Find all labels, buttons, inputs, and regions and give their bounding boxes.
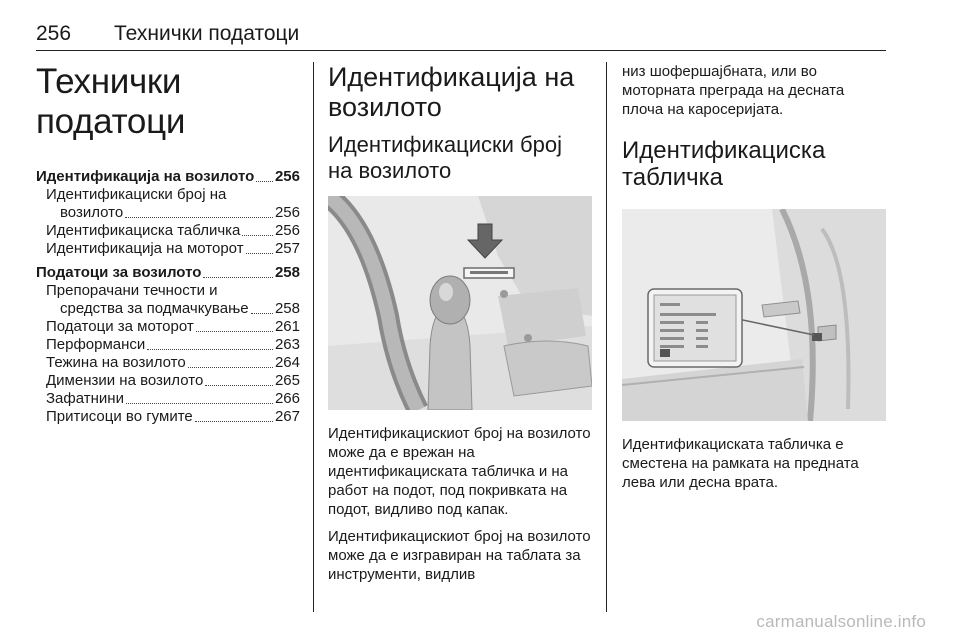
toc-entry — [36, 186, 300, 204]
running-title: Технички податоци — [114, 22, 300, 45]
toc-leader-dots — [251, 313, 273, 314]
continued-paragraph: низ шофершајбната, или во моторната преграда на десната плоча на каросеријата. — [622, 63, 845, 118]
toc-leader-dots — [203, 277, 273, 278]
toc-entry-text: Идентификациски број на — [46, 186, 227, 203]
toc-entry — [36, 222, 300, 240]
toc-entry-page: 258 — [274, 264, 300, 281]
column-divider — [606, 62, 607, 612]
toc-leader-dots — [195, 421, 273, 422]
vin-location-illustration — [328, 196, 592, 410]
toc-entry-text: Зафатнини — [46, 390, 124, 407]
toc-entry-text: Податоци за возилото — [36, 264, 202, 281]
toc-leader-dots — [188, 367, 273, 368]
toc-entry-page: 267 — [274, 408, 300, 425]
toc-entry — [36, 336, 300, 354]
toc-leader-dots — [196, 331, 273, 332]
toc-entry-page: 263 — [274, 336, 300, 353]
toc-leader-dots — [125, 217, 273, 218]
toc-entry-page: 256 — [274, 204, 300, 221]
toc-entry-page: 256 — [274, 168, 300, 185]
toc-entry-text: Препорачани течности и — [46, 282, 218, 299]
watermark: carmanualsonline.info — [756, 612, 926, 631]
toc-entry-page: 256 — [274, 222, 300, 239]
toc-section-entry — [36, 168, 300, 186]
toc-leader-dots — [242, 235, 273, 236]
toc-entry — [36, 408, 300, 426]
toc-entry-page: 257 — [274, 240, 300, 257]
page-number: 256 — [36, 22, 72, 45]
section-heading: Идентификација на возилото — [328, 62, 575, 122]
vin-paragraph-2: Идентификацискиот број на возилото може да е изгравиран на таблата за инструменти, видлив — [328, 528, 591, 583]
toc-leader-dots — [126, 403, 273, 404]
toc-entry-page: 266 — [274, 390, 300, 407]
toc-entry-text: Димензии на возилото — [46, 372, 204, 389]
vin-paragraph-1: Идентификацискиот број на возилото може да е врежан на идентификациската табличка и на работ на подот, под покривката на подот, видливо под капак. — [328, 425, 591, 518]
toc-entry-text: Идентификација на моторот — [46, 240, 244, 257]
toc-entry — [36, 300, 300, 318]
toc-section-entry — [36, 264, 300, 282]
toc-entry-page: 264 — [274, 354, 300, 371]
toc-entry-text: средства за подмачкување — [60, 300, 249, 317]
toc-leader-dots — [147, 349, 273, 350]
toc-leader-dots — [246, 253, 273, 254]
toc-entry-text: Перформанси — [46, 336, 146, 353]
toc-leader-dots — [205, 385, 273, 386]
toc-entry-text: Тежина на возилото — [46, 354, 186, 371]
toc-column — [36, 62, 300, 426]
toc-entry-page: 261 — [274, 318, 300, 335]
vin-column — [328, 62, 592, 592]
toc-entry-page: 258 — [274, 300, 300, 317]
column-divider — [313, 62, 314, 612]
toc-entry — [36, 390, 300, 408]
toc-entry — [36, 240, 300, 258]
toc-entry — [36, 372, 300, 390]
plate-paragraph: Идентификациската табличка е сместена на рамката на предната лева или десна врата. — [622, 436, 859, 491]
table-of-contents — [36, 168, 300, 426]
toc-entry — [36, 318, 300, 336]
toc-entry-text: возилото — [60, 204, 124, 221]
toc-entry-page: 265 — [274, 372, 300, 389]
toc-entry-text: Податоци за моторот — [46, 318, 194, 335]
toc-entry — [36, 282, 300, 300]
toc-leader-dots — [256, 181, 273, 182]
plate-location-illustration — [622, 209, 886, 421]
toc-entry — [36, 354, 300, 372]
subsection-heading: Идентификациски број на возилото — [328, 132, 563, 183]
chapter-title: Технички податоци — [36, 62, 186, 141]
section-heading: Идентификациска табличка — [622, 137, 826, 191]
page-header — [36, 22, 886, 51]
plate-column — [622, 62, 886, 500]
toc-entry — [36, 204, 300, 222]
toc-entry-text: Идентификациска табличка — [46, 222, 241, 239]
toc-entry-text: Идентификација на возилото — [36, 168, 255, 185]
toc-entry-text: Притисоци во гумите — [46, 408, 193, 425]
